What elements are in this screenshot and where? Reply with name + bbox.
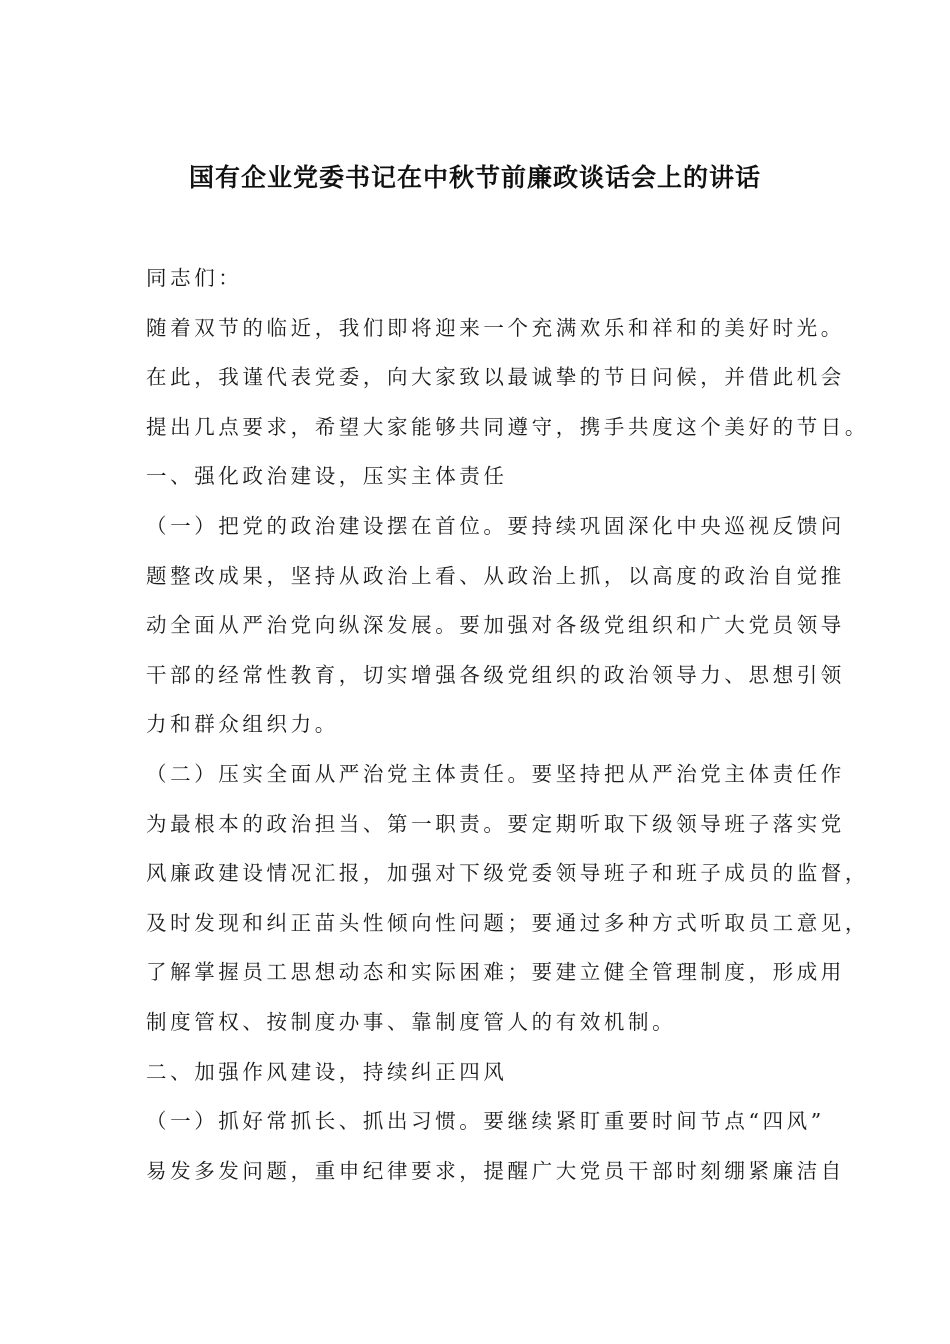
body-line: 力和群众组织力。 bbox=[146, 712, 339, 737]
body-line: （一）抓好常抓长、抓出习惯。要继续紧盯重要时间节点“四风” bbox=[146, 1109, 825, 1134]
body-line: 提出几点要求，希望大家能够共同遵守，携手共度这个美好的节日。 bbox=[146, 414, 869, 439]
salutation-line: 同志们： bbox=[146, 266, 243, 290]
body-line: 题整改成果，坚持从政治上看、从政治上抓，以高度的政治自觉推 bbox=[146, 563, 845, 588]
body-line: 了解掌握员工思想动态和实际困难；要建立健全管理制度，形成用 bbox=[146, 960, 845, 985]
body-line: 随着双节的临近，我们即将迎来一个充满欢乐和祥和的美好时光。 bbox=[146, 315, 845, 340]
body-line: 动全面从严治党向纵深发展。要加强对各级党组织和广大党员领导 bbox=[146, 613, 845, 638]
body-line: 在此，我谨代表党委，向大家致以最诚挚的节日问候，并借此机会 bbox=[146, 365, 845, 390]
body-line: （二）压实全面从严治党主体责任。要坚持把从严治党主体责任作 bbox=[146, 761, 845, 786]
body-line: 为最根本的政治担当、第一职责。要定期听取下级领导班子落实党 bbox=[146, 811, 845, 836]
body-line: 风廉政建设情况汇报，加强对下级党委领导班子和班子成员的监督， bbox=[146, 861, 869, 886]
body-line: 制度管权、按制度办事、靠制度管人的有效机制。 bbox=[146, 1009, 677, 1034]
document-title: 国有企业党委书记在中秋节前廉政谈话会上的讲话 bbox=[188, 163, 761, 192]
body-line: 干部的经常性教育，切实增强各级党组织的政治领导力、思想引领 bbox=[146, 662, 845, 687]
section-heading-2: 二、加强作风建设，持续纠正四风 bbox=[146, 1059, 508, 1084]
section-heading-1: 一、强化政治建设，压实主体责任 bbox=[146, 464, 508, 489]
document-body bbox=[146, 258, 869, 1200]
body-line: （一）把党的政治建设摆在首位。要持续巩固深化中央巡视反馈问 bbox=[146, 513, 845, 538]
body-line: 易发多发问题，重申纪律要求，提醒广大党员干部时刻绷紧廉洁自 bbox=[146, 1158, 845, 1183]
body-line: 及时发现和纠正苗头性倾向性问题；要通过多种方式听取员工意见， bbox=[146, 910, 869, 935]
